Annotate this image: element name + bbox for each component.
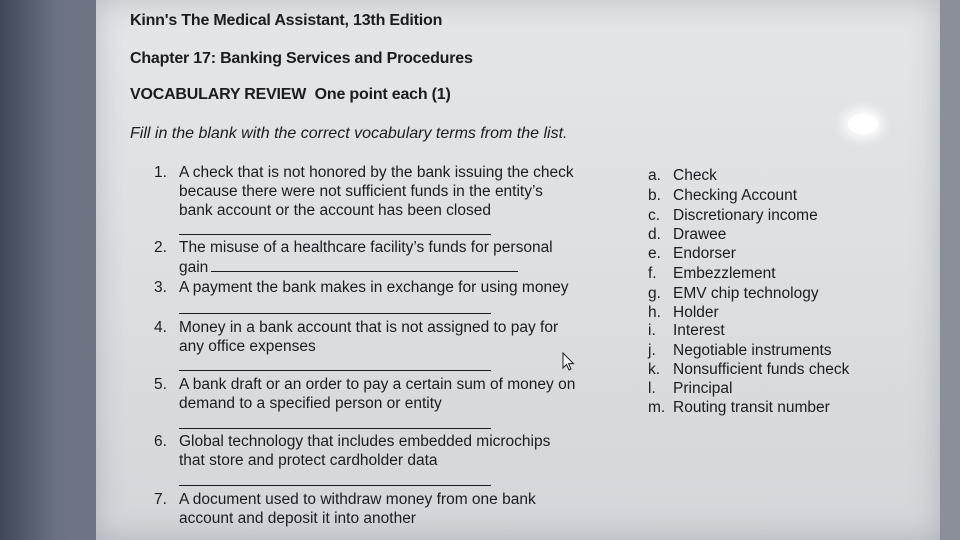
option-letter: b. xyxy=(648,187,661,204)
option-letter: c. xyxy=(648,207,661,224)
question-text-line: account and deposit it into another xyxy=(179,510,416,527)
option-term: Negotiable instruments xyxy=(673,342,832,359)
option-term: Endorser xyxy=(673,245,736,262)
option-k xyxy=(648,360,849,379)
option-e xyxy=(648,244,736,263)
question-number: 6. xyxy=(154,433,167,450)
option-letter: k. xyxy=(648,361,661,378)
question-text-line: demand to a specified person or entity xyxy=(179,395,442,412)
option-letter: a. xyxy=(648,167,661,184)
option-letter: g. xyxy=(648,285,661,302)
option-term: Routing transit number xyxy=(673,399,830,416)
question-text-line: any office expenses xyxy=(179,338,316,355)
option-letter: e. xyxy=(648,245,661,262)
option-term: Embezzlement xyxy=(673,265,776,282)
option-letter: d. xyxy=(648,226,661,243)
chapter-title: Chapter 17: Banking Services and Procedures xyxy=(130,50,473,67)
answer-blank-4[interactable] xyxy=(179,370,491,371)
question-number: 2. xyxy=(154,239,167,256)
question-number: 4. xyxy=(154,319,167,336)
question-text-line: Global technology that includes embedded microchips xyxy=(179,433,551,450)
question-text-line: Money in a bank account that is not assigned to pay for xyxy=(179,319,559,336)
option-i xyxy=(648,321,725,340)
answer-blank-6[interactable] xyxy=(179,485,491,486)
option-term: Checking Account xyxy=(673,187,798,204)
option-g xyxy=(648,284,819,303)
question-number: 1. xyxy=(154,164,167,181)
option-term: Discretionary income xyxy=(673,207,818,224)
option-letter: l. xyxy=(648,380,656,397)
question-text-line: A document used to withdraw money from one bank xyxy=(179,491,536,508)
option-letter: f. xyxy=(648,265,657,282)
option-term: Check xyxy=(673,167,717,184)
question-text-line: The misuse of a healthcare facility’s funds for personal xyxy=(179,239,553,256)
answer-blank-5[interactable] xyxy=(179,428,491,429)
question-text-line: A check that is not honored by the bank issuing the check xyxy=(179,164,574,181)
question-number: 5. xyxy=(154,376,167,393)
option-term: EMV chip technology xyxy=(673,285,819,302)
option-c xyxy=(648,206,818,225)
option-f xyxy=(648,264,776,283)
document-page xyxy=(96,0,940,540)
option-d xyxy=(648,225,726,244)
option-term: Interest xyxy=(673,322,725,339)
option-letter: i. xyxy=(648,322,656,339)
answer-blank-1[interactable] xyxy=(179,234,491,235)
option-m xyxy=(648,398,830,417)
option-b xyxy=(648,186,797,205)
section-title: VOCABULARY REVIEW One point each (1) xyxy=(130,86,451,103)
screen-glare xyxy=(848,114,878,134)
question-number: 7. xyxy=(154,491,167,508)
question-number: 3. xyxy=(154,279,167,296)
question-text-line: that store and protect cardholder data xyxy=(179,452,438,469)
option-l xyxy=(648,379,732,398)
question-text-line: gain xyxy=(179,259,209,276)
option-term: Nonsufficient funds check xyxy=(673,361,850,378)
option-term: Holder xyxy=(673,304,719,321)
option-term: Principal xyxy=(673,380,733,397)
question-text-line: A bank draft or an order to pay a certain sum of money on xyxy=(179,376,576,393)
option-h xyxy=(648,303,719,322)
instruction-text: Fill in the blank with the correct vocabulary terms from the list. xyxy=(130,125,568,142)
option-letter: j. xyxy=(648,342,656,359)
option-letter: m. xyxy=(648,399,666,416)
option-term: Drawee xyxy=(673,226,727,243)
answer-blank-2[interactable] xyxy=(211,257,518,272)
book-title: Kinn's The Medical Assistant, 13th Edition xyxy=(130,12,443,29)
option-letter: h. xyxy=(648,304,661,321)
option-a xyxy=(648,166,717,185)
question-text-line: A payment the bank makes in exchange for using money xyxy=(179,279,569,296)
question-text-line: bank account or the account has been closed xyxy=(179,202,491,219)
answer-blank-3[interactable] xyxy=(179,313,491,314)
option-j xyxy=(648,341,832,360)
question-text-line: because there were not sufficient funds in the entity’s xyxy=(179,183,543,200)
mouse-cursor-icon xyxy=(562,352,576,372)
